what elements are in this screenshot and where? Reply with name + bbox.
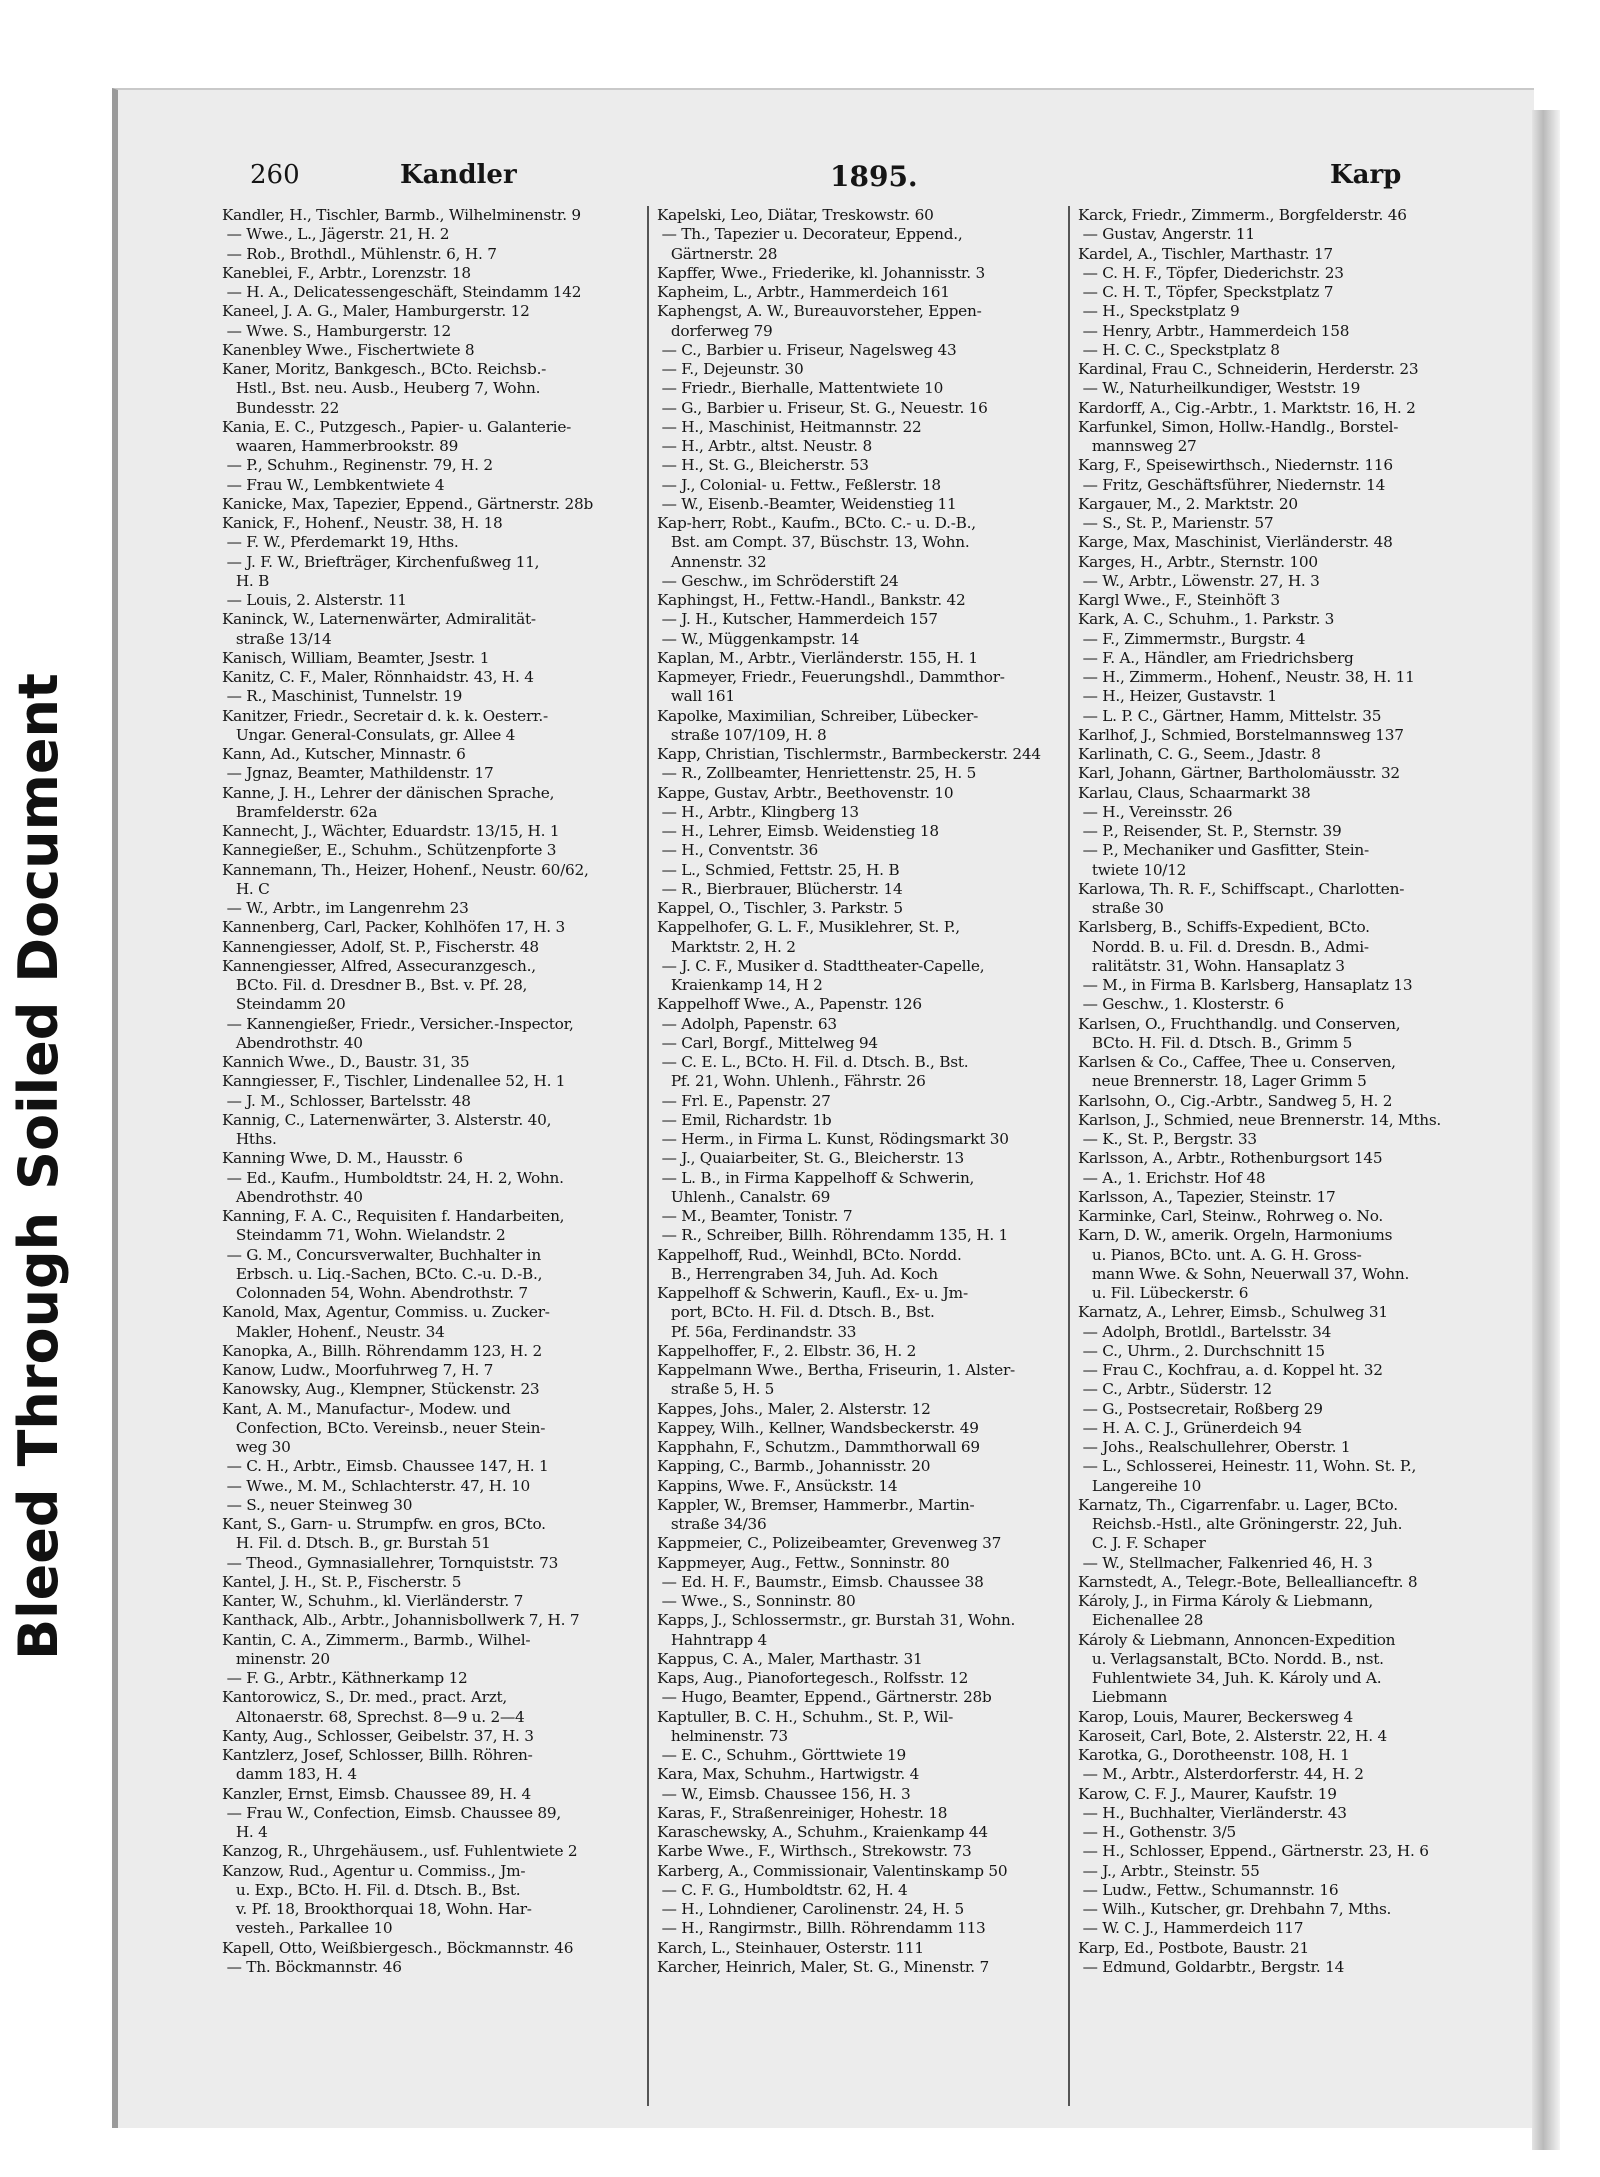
directory-entry: Károly & Liebmann, Annoncen-Expedition xyxy=(1078,1630,1396,1649)
directory-entry: Erbsch. u. Liq.-Sachen, BCto. C.-u. D.-B., xyxy=(222,1264,543,1283)
directory-entry: — R., Maschinist, Tunnelstr. 19 xyxy=(222,687,463,706)
directory-entry: Kaner, Moritz, Bankgesch., BCto. Reichsb.- xyxy=(222,360,547,378)
directory-entry: — H., Buchhalter, Vierländerstr. 43 xyxy=(1078,1803,1347,1822)
directory-entry: — Wwe., M. M., Schlachterstr. 47, H. 10 xyxy=(222,1476,531,1495)
directory-entry: — J., Colonial- u. Fettw., Feßlerstr. 18 xyxy=(657,475,941,494)
directory-entry: — W., Stellmacher, Falkenried 46, H. 3 xyxy=(1078,1553,1373,1572)
directory-entry: Kraienkamp 14, H 2 xyxy=(657,976,823,994)
directory-entry: Karas, F., Straßenreiniger, Hohestr. 18 xyxy=(657,1803,948,1822)
directory-entry: Kanning Wwe, D. M., Hausstr. 6 xyxy=(222,1149,463,1168)
directory-entry: — Frl. E., Papenstr. 27 xyxy=(657,1091,831,1110)
directory-entry: Karaschewsky, A., Schuhm., Kraienkamp 44 xyxy=(657,1823,988,1841)
directory-entry: — M., Arbtr., Alsterdorferstr. 44, H. 2 xyxy=(1078,1765,1364,1784)
directory-entry: twiete 10/12 xyxy=(1078,860,1187,879)
directory-entry: — M., in Firma B. Karlsberg, Hansaplatz 13 xyxy=(1078,976,1413,994)
directory-entry: Kannecht, J., Wächter, Eduardstr. 13/15, H. 1 xyxy=(222,822,560,840)
directory-entry: Kannich Wwe., D., Baustr. 31, 35 xyxy=(222,1053,470,1071)
directory-entry: Altonaerstr. 68, Sprechst. 8—9 u. 2—4 xyxy=(222,1707,525,1726)
directory-entry: Kanowsky, Aug., Klempner, Stückenstr. 23 xyxy=(222,1380,540,1399)
directory-entry: — H., Arbtr., altst. Neustr. 8 xyxy=(657,437,872,455)
directory-entry: — F. G., Arbtr., Käthnerkamp 12 xyxy=(222,1669,468,1687)
directory-entry: Kanitzer, Friedr., Secretair d. k. k. Oesterr.- xyxy=(222,706,548,725)
directory-entry: Karnatz, A., Lehrer, Eimsb., Schulweg 31 xyxy=(1078,1303,1388,1322)
directory-entry: Ungar. General-Consulats, gr. Allee 4 xyxy=(222,725,516,744)
directory-entry: Kapffer, Wwe., Friederike, kl. Johannisstr. 3 xyxy=(657,263,985,282)
directory-entry: — Theod., Gymnasiallehrer, Tornquiststr. 73 xyxy=(222,1553,559,1572)
directory-entry: Steindamm 71, Wohn. Wielandstr. 2 xyxy=(222,1226,506,1245)
directory-entry: — Emil, Richardstr. 1b xyxy=(657,1110,832,1129)
directory-entry: u. Pianos, BCto. unt. A. G. H. Gross- xyxy=(1078,1245,1362,1264)
directory-entry: — Geschw., 1. Klosterstr. 6 xyxy=(1078,995,1284,1014)
directory-entry: — Frau W., Lembkentwiete 4 xyxy=(222,475,445,494)
directory-column-2 xyxy=(657,206,1075,2106)
directory-entry: — Adolph, Brotldl., Bartelsstr. 34 xyxy=(1078,1322,1332,1341)
directory-entry: — Edmund, Goldarbtr., Bergstr. 14 xyxy=(1078,1957,1345,1976)
directory-entry: — Kannengießer, Friedr., Versicher.-Inspector, xyxy=(222,1014,574,1033)
directory-entry: — E. C., Schuhm., Görttwiete 19 xyxy=(657,1746,906,1764)
directory-entry: — R., Bierbrauer, Blücherstr. 14 xyxy=(657,879,903,898)
directory-entry: — P., Mechaniker und Gasfitter, Stein- xyxy=(1078,841,1369,860)
directory-entry: Kannemann, Th., Heizer, Hohenf., Neustr. 60/62, xyxy=(222,860,589,879)
directory-entry: — H., Zimmerm., Hohenf., Neustr. 38, H. 11 xyxy=(1078,668,1415,686)
directory-entry: Kannengiesser, Adolf, St. P., Fischerstr. 48 xyxy=(222,937,539,956)
directory-entry: Kandler, H., Tischler, Barmb., Wilhelminenstr. 9 xyxy=(222,206,581,224)
directory-entry: Kanold, Max, Agentur, Commiss. u. Zucker- xyxy=(222,1303,550,1322)
directory-entry: Kannig, C., Laternenwärter, 3. Alsterstr. 40, xyxy=(222,1110,552,1129)
directory-entry: Kant, S., Garn- u. Strumpfw. en gros, BCto. xyxy=(222,1515,546,1533)
directory-entry: Kanne, J. H., Lehrer der dänischen Sprache, xyxy=(222,783,555,802)
directory-entry: — W., Naturheilkundiger, Weststr. 19 xyxy=(1078,379,1361,398)
directory-entry: C. J. F. Schaper xyxy=(1078,1534,1206,1553)
directory-entry: — K., St. P., Bergstr. 33 xyxy=(1078,1130,1257,1148)
directory-entry: Kann, Ad., Kutscher, Minnastr. 6 xyxy=(222,745,466,763)
directory-entry: — R., Zollbeamter, Henriettenstr. 25, H. 5 xyxy=(657,764,977,783)
directory-entry: Karg, F., Speisewirthsch., Niedernstr. 116 xyxy=(1078,456,1393,475)
directory-entry: — J. F. W., Briefträger, Kirchenfußweg 11, xyxy=(222,552,540,571)
directory-entry: Kanty, Aug., Schlosser, Geibelstr. 37, H. 3 xyxy=(222,1726,534,1745)
directory-entry: — Ed., Kaufm., Humboldtstr. 24, H. 2, Wohn. xyxy=(222,1168,564,1187)
directory-entry: Karow, C. F. J., Maurer, Kaufstr. 19 xyxy=(1078,1784,1337,1803)
directory-entry: Hahntrapp 4 xyxy=(657,1630,768,1649)
directory-entry: — H., Lehrer, Eimsb. Weidenstieg 18 xyxy=(657,822,939,840)
directory-entry: Kappelhoff, Rud., Weinhdl, BCto. Nordd. xyxy=(657,1245,962,1264)
header-last-name: Karp xyxy=(1330,160,1402,190)
directory-entry: — Jgnaz, Beamter, Mathildenstr. 17 xyxy=(222,764,494,783)
directory-entry: Gärtnerstr. 28 xyxy=(657,244,778,263)
directory-entry: Kapolke, Maximilian, Schreiber, Lübecker- xyxy=(657,706,979,725)
directory-entry: Fuhlentwiete 34, Juh. K. Károly und A. xyxy=(1078,1669,1382,1687)
directory-entry: — H., Schlosser, Eppend., Gärtnerstr. 23, H. 6 xyxy=(1078,1842,1429,1861)
directory-entry: — J. H., Kutscher, Hammerdeich 157 xyxy=(657,610,938,629)
directory-entry: Kappel, O., Tischler, 3. Parkstr. 5 xyxy=(657,899,903,917)
stamp-word-through: Through xyxy=(7,1211,70,1467)
directory-entry: Karbe Wwe., F., Wirthsch., Strekowstr. 73 xyxy=(657,1842,972,1861)
directory-entry: Kaneel, J. A. G., Maler, Hamburgerstr. 12 xyxy=(222,302,530,321)
directory-entry: Kappelhoffer, F., 2. Elbstr. 36, H. 2 xyxy=(657,1341,917,1360)
directory-entry: Liebmann xyxy=(1078,1688,1168,1707)
directory-entry: Karotka, G., Dorotheenstr. 108, H. 1 xyxy=(1078,1746,1350,1764)
directory-entry: Kaplan, M., Arbtr., Vierländerstr. 155, H. 1 xyxy=(657,648,978,667)
directory-entry: — W., Eimsb. Chaussee 156, H. 3 xyxy=(657,1784,911,1803)
directory-entry: Kaninck, W., Laternenwärter, Admiralität- xyxy=(222,610,536,629)
directory-entry: Karlinath, C. G., Seem., Jdastr. 8 xyxy=(1078,745,1321,763)
directory-entry: — H., Heizer, Gustavstr. 1 xyxy=(1078,687,1277,706)
directory-entry: — H., Lohndiener, Carolinenstr. 24, H. 5 xyxy=(657,1900,964,1918)
directory-entry: Kanzler, Ernst, Eimsb. Chaussee 89, H. 4 xyxy=(222,1784,531,1803)
directory-entry: Kannenberg, Carl, Packer, Kohlhöfen 17, H. 3 xyxy=(222,918,566,937)
directory-entry: — H., Maschinist, Heitmannstr. 22 xyxy=(657,417,922,436)
directory-entry: — Friedr., Bierhalle, Mattentwiete 10 xyxy=(657,379,944,398)
directory-entry: — Gustav, Angerstr. 11 xyxy=(1078,225,1255,244)
directory-entry: — H., St. G., Bleicherstr. 53 xyxy=(657,456,869,475)
directory-entry: Bramfelderstr. 62a xyxy=(222,802,378,821)
header-first-name: Kandler xyxy=(400,160,517,190)
directory-entry: Kantel, J. H., St. P., Fischerstr. 5 xyxy=(222,1572,462,1591)
directory-entry: — H. A., Delicatessengeschäft, Steindamm 142 xyxy=(222,283,582,301)
directory-entry: — H., Conventstr. 36 xyxy=(657,841,818,860)
directory-entry: — W., Arbtr., Löwenstr. 27, H. 3 xyxy=(1078,571,1320,590)
directory-entry: — Frau W., Confection, Eimsb. Chaussee 89, xyxy=(222,1803,561,1822)
directory-entry: Karlsberg, B., Schiffs-Expedient, BCto. xyxy=(1078,918,1370,937)
directory-entry: Kanenbley Wwe., Fischertwiete 8 xyxy=(222,340,475,359)
directory-entry: Confection, BCto. Vereinsb., neuer Stein- xyxy=(222,1418,546,1437)
directory-entry: Kapping, C., Barmb., Johannisstr. 20 xyxy=(657,1457,931,1476)
directory-entry: Kappmeyer, Aug., Fettw., Sonninstr. 80 xyxy=(657,1553,950,1572)
directory-entry: Karnstedt, A., Telegr.-Bote, Belleallianceftr. 8 xyxy=(1078,1572,1418,1591)
directory-entry: Karlhof, J., Schmied, Borstelmannsweg 137 xyxy=(1078,725,1404,744)
directory-entry: Karlsen & Co., Caffee, Thee u. Conserven, xyxy=(1078,1053,1396,1071)
directory-entry: Kanopka, A., Billh. Röhrendamm 123, H. 2 xyxy=(222,1341,542,1360)
directory-entry: Langereihe 10 xyxy=(1078,1476,1202,1495)
stamp-word-soiled-document: Soiled Document xyxy=(7,673,70,1190)
directory-entry: Kardinal, Frau C., Schneiderin, Herderstr. 23 xyxy=(1078,360,1419,378)
directory-column-1 xyxy=(222,206,642,2106)
directory-entry: wall 161 xyxy=(657,687,735,706)
directory-entry: — Rob., Brothdl., Mühlenstr. 6, H. 7 xyxy=(222,244,497,263)
directory-entry: — H., Arbtr., Klingberg 13 xyxy=(657,802,859,821)
directory-entry: — W. C. J., Hammerdeich 117 xyxy=(1078,1919,1304,1938)
stamp-word-bleed: Bleed xyxy=(7,1488,70,1660)
directory-entry: Kap-herr, Robt., Kaufm., BCto. C.- u. D.-B., xyxy=(657,514,976,532)
directory-entry: — H., Rangirmstr., Billh. Röhrendamm 113 xyxy=(657,1919,986,1938)
directory-entry: — G., Barbier u. Friseur, St. G., Neuestr. 16 xyxy=(657,398,988,417)
directory-entry: Pf. 21, Wohn. Uhlenh., Fährstr. 26 xyxy=(657,1072,926,1091)
directory-entry: — J., Quaiarbeiter, St. G., Bleicherstr. 13 xyxy=(657,1149,964,1168)
directory-entry: damm 183, H. 4 xyxy=(222,1765,357,1784)
directory-entry: Kardel, A., Tischler, Marthastr. 17 xyxy=(1078,244,1333,263)
directory-entry: — C. E. L., BCto. H. Fil. d. Dtsch. B., Bst. xyxy=(657,1053,969,1071)
directory-entry: Colonnaden 54, Wohn. Abendrothstr. 7 xyxy=(222,1284,528,1302)
directory-entry: Kaphingst, H., Fettw.-Handl., Bankstr. 42 xyxy=(657,591,966,609)
directory-entry: Kappus, C. A., Maler, Marthastr. 31 xyxy=(657,1649,923,1668)
directory-entry: Karfunkel, Simon, Hollw.-Handlg., Borstel- xyxy=(1078,417,1399,436)
directory-entry: Uhlenh., Canalstr. 69 xyxy=(657,1187,831,1206)
directory-entry: dorferweg 79 xyxy=(657,321,773,340)
directory-entry: — Frau C., Kochfrau, a. d. Koppel ht. 32 xyxy=(1078,1361,1383,1379)
directory-entry: — F., Zimmermstr., Burgstr. 4 xyxy=(1078,629,1306,648)
directory-entry: Kanthack, Alb., Arbtr., Johannisbollwerk 7, H. 7 xyxy=(222,1611,580,1630)
directory-entry: — Fritz, Geschäftsführer, Niedernstr. 14 xyxy=(1078,475,1386,494)
directory-entry: Kanick, F., Hohenf., Neustr. 38, H. 18 xyxy=(222,514,503,532)
directory-entry: Karlson, J., Schmied, neue Brennerstr. 14, Mths. xyxy=(1078,1110,1442,1129)
directory-entry: Karp, Ed., Postbote, Baustr. 21 xyxy=(1078,1938,1310,1957)
directory-entry: Karnatz, Th., Cigarrenfabr. u. Lager, BCto. xyxy=(1078,1495,1398,1514)
directory-entry: — H., Speckstplatz 9 xyxy=(1078,302,1240,321)
directory-entry: Karoseit, Carl, Bote, 2. Alsterstr. 22, H. 4 xyxy=(1078,1726,1387,1745)
directory-entry: — F. W., Pferdemarkt 19, Hths. xyxy=(222,533,459,552)
directory-entry: Kanning, F. A. C., Requisiten f. Handarbeiten, xyxy=(222,1207,565,1225)
directory-entry: Kappe, Gustav, Arbtr., Beethovenstr. 10 xyxy=(657,783,954,802)
directory-entry: Kappler, W., Bremser, Hammerbr., Martin- xyxy=(657,1495,975,1514)
directory-entry: weg 30 xyxy=(222,1438,291,1456)
directory-entry: — H. C. C., Speckstplatz 8 xyxy=(1078,340,1280,359)
directory-entry: Kappelhoff & Schwerin, Kaufl., Ex- u. Jm- xyxy=(657,1284,968,1302)
directory-entry: Kanow, Ludw., Moorfuhrweg 7, H. 7 xyxy=(222,1361,494,1379)
directory-entry: Karck, Friedr., Zimmerm., Borgfelderstr. 46 xyxy=(1078,206,1407,224)
directory-entry: — Wilh., Kutscher, gr. Drehbahn 7, Mths. xyxy=(1078,1900,1392,1918)
directory-entry: — G. M., Concursverwalter, Buchhalter in xyxy=(222,1245,541,1264)
directory-entry: Kappelhoff Wwe., A., Papenstr. 126 xyxy=(657,995,922,1014)
directory-entry: — L., Schmied, Fettstr. 25, H. B xyxy=(657,860,900,879)
directory-entry: Kaptuller, B. C. H., Schuhm., St. P., Wil- xyxy=(657,1707,954,1726)
directory-entry: — C., Arbtr., Süderstr. 12 xyxy=(1078,1380,1272,1399)
directory-entry: Karlsson, A., Arbtr., Rothenburgsort 145 xyxy=(1078,1149,1383,1168)
column-divider xyxy=(1068,206,1070,2106)
directory-entry: straße 107/109, H. 8 xyxy=(657,725,827,744)
directory-entry: Karge, Max, Maschinist, Vierländerstr. 48 xyxy=(1078,533,1393,552)
directory-entry: Kanter, W., Schuhm., kl. Vierländerstr. 7 xyxy=(222,1592,524,1610)
directory-entry: straße 5, H. 5 xyxy=(657,1380,775,1399)
directory-entry: Kapelski, Leo, Diätar, Treskowstr. 60 xyxy=(657,206,934,224)
directory-entry: — C. F. G., Humboldtstr. 62, H. 4 xyxy=(657,1880,908,1899)
directory-entry: Kanicke, Max, Tapezier, Eppend., Gärtnerstr. 28b xyxy=(222,494,594,513)
directory-entry: H. B xyxy=(222,571,270,590)
directory-entry: Kannegießer, E., Schuhm., Schützenpforte 3 xyxy=(222,841,557,860)
directory-entry: Kappelmann Wwe., Bertha, Friseurin, 1. Alster- xyxy=(657,1361,1015,1379)
directory-entry: — J. C. F., Musiker d. Stadttheater-Capelle, xyxy=(657,956,985,975)
directory-entry: — P., Reisender, St. P., Sternstr. 39 xyxy=(1078,822,1342,840)
directory-entry: Hths. xyxy=(222,1130,277,1148)
directory-entry: straße 30 xyxy=(1078,899,1164,917)
directory-entry: — C. H., Arbtr., Eimsb. Chaussee 147, H. 1 xyxy=(222,1457,549,1476)
directory-entry: — Ludw., Fettw., Schumannstr. 16 xyxy=(1078,1880,1339,1899)
directory-entry: — F., Dejeunstr. 30 xyxy=(657,360,804,378)
directory-entry: — C. H. F., Töpfer, Diederichstr. 23 xyxy=(1078,263,1344,282)
directory-entry: waaren, Hammerbrookstr. 89 xyxy=(222,437,459,455)
directory-entry: — L. B., in Firma Kappelhoff & Schwerin, xyxy=(657,1168,975,1187)
directory-entry: BCto. Fil. d. Dresdner B., Bst. v. Pf. 28, xyxy=(222,976,528,994)
directory-entry: — H., Vereinsstr. 26 xyxy=(1078,802,1233,821)
page-header xyxy=(250,160,1530,204)
directory-entry: — W., Arbtr., im Langenrehm 23 xyxy=(222,899,469,917)
directory-entry: u. Verlagsanstalt, BCto. Nordd. B., nst. xyxy=(1078,1649,1384,1668)
directory-entry: Karl, Johann, Gärtner, Bartholomäusstr. 32 xyxy=(1078,764,1400,783)
condition-stamp xyxy=(0,600,84,1660)
directory-entry: — C., Uhrm., 2. Durchschnitt 15 xyxy=(1078,1341,1325,1360)
header-year: 1895. xyxy=(830,160,918,193)
directory-entry: — L. P. C., Gärtner, Hamm, Mittelstr. 35 xyxy=(1078,706,1382,725)
directory-entry: neue Brennerstr. 18, Lager Grimm 5 xyxy=(1078,1072,1367,1091)
directory-entry: ralitätstr. 31, Wohn. Hansaplatz 3 xyxy=(1078,956,1345,975)
directory-entry: — C., Barbier u. Friseur, Nagelsweg 43 xyxy=(657,340,957,359)
directory-entry: Reichsb.-Hstl., alte Gröningerstr. 22, Juh. xyxy=(1078,1515,1403,1533)
column-divider xyxy=(647,206,649,2106)
directory-entry: Karges, H., Arbtr., Sternstr. 100 xyxy=(1078,552,1318,571)
directory-entry: Kargauer, M., 2. Marktstr. 20 xyxy=(1078,494,1298,513)
directory-entry: straße 13/14 xyxy=(222,629,332,648)
directory-entry: Karberg, A., Commissionair, Valentinskamp 50 xyxy=(657,1861,1008,1880)
directory-entry: mann Wwe. & Sohn, Neuerwall 37, Wohn. xyxy=(1078,1264,1410,1283)
directory-entry: Karlsson, A., Tapezier, Steinstr. 17 xyxy=(1078,1187,1336,1206)
directory-entry: Karlau, Claus, Schaarmarkt 38 xyxy=(1078,783,1311,802)
directory-entry: — Th., Tapezier u. Decorateur, Eppend., xyxy=(657,225,963,244)
directory-entry: Karlsen, O., Fruchthandlg. und Conserven, xyxy=(1078,1014,1401,1033)
directory-entry: u. Fil. Lübeckerstr. 6 xyxy=(1078,1284,1249,1302)
directory-entry: Kapp, Christian, Tischlermstr., Barmbeckerstr. 244 xyxy=(657,745,1041,763)
directory-entry: Kania, E. C., Putzgesch., Papier- u. Galanterie- xyxy=(222,417,572,436)
directory-entry: Kaphengst, A. W., Bureauvorsteher, Eppen- xyxy=(657,302,982,321)
directory-entry: Abendrothstr. 40 xyxy=(222,1033,363,1052)
directory-entry: — Adolph, Papenstr. 63 xyxy=(657,1014,837,1033)
directory-entry: Kappey, Wilh., Kellner, Wandsbeckerstr. 49 xyxy=(657,1418,979,1437)
directory-entry: B., Herrengraben 34, Juh. Ad. Koch xyxy=(657,1264,938,1283)
directory-entry: Pf. 56a, Ferdinandstr. 33 xyxy=(657,1322,857,1341)
directory-entry: Kapell, Otto, Weißbiergesch., Böckmannstr. 46 xyxy=(222,1938,574,1957)
directory-entry: Kannengiesser, Alfred, Assecuranzgesch., xyxy=(222,956,536,975)
directory-entry: H. Fil. d. Dtsch. B., gr. Burstah 51 xyxy=(222,1534,491,1553)
directory-entry: u. Exp., BCto. H. Fil. d. Dtsch. B., Bst. xyxy=(222,1880,521,1899)
directory-entry: Kantin, C. A., Zimmerm., Barmb., Wilhel- xyxy=(222,1630,531,1649)
directory-entry: Eichenallee 28 xyxy=(1078,1611,1204,1630)
directory-entry: Hstl., Bst. neu. Ausb., Heuberg 7, Wohn. xyxy=(222,379,541,398)
page-number: 260 xyxy=(250,160,300,190)
directory-entry: — H. A. C. J., Grünerdeich 94 xyxy=(1078,1418,1302,1437)
directory-entry: — Herm., in Firma L. Kunst, Rödingsmarkt 30 xyxy=(657,1130,1009,1148)
directory-entry: Karop, Louis, Maurer, Beckersweg 4 xyxy=(1078,1707,1354,1726)
directory-entry: Kanitz, C. F., Maler, Rönnhaidstr. 43, H. 4 xyxy=(222,668,534,686)
directory-entry: Károly, J., in Firma Károly & Liebmann, xyxy=(1078,1592,1374,1610)
directory-entry: Kanisch, William, Beamter, Jsestr. 1 xyxy=(222,648,490,667)
directory-entry: Kantzlerz, Josef, Schlosser, Billh. Röhren- xyxy=(222,1746,533,1764)
directory-entry: Makler, Hohenf., Neustr. 34 xyxy=(222,1322,445,1341)
directory-entry: — S., neuer Steinweg 30 xyxy=(222,1495,413,1514)
directory-entry: — Hugo, Beamter, Eppend., Gärtnerstr. 28b xyxy=(657,1688,992,1707)
directory-entry: — Henry, Arbtr., Hammerdeich 158 xyxy=(1078,321,1350,340)
directory-entry: — Geschw., im Schröderstift 24 xyxy=(657,571,899,590)
directory-entry: Bundesstr. 22 xyxy=(222,398,340,417)
directory-entry: Kappes, Johs., Maler, 2. Alsterstr. 12 xyxy=(657,1399,931,1418)
directory-entry: Marktstr. 2, H. 2 xyxy=(657,937,796,956)
directory-entry: v. Pf. 18, Brookthorquai 18, Wohn. Har- xyxy=(222,1900,532,1918)
directory-entry: — S., St. P., Marienstr. 57 xyxy=(1078,514,1274,532)
directory-entry: Annenstr. 32 xyxy=(657,552,767,571)
directory-entry: — L., Schlosserei, Heinestr. 11, Wohn. St. P., xyxy=(1078,1457,1417,1476)
directory-entry: Kappins, Wwe. F., Ansückstr. 14 xyxy=(657,1476,898,1495)
directory-entry: Kark, A. C., Schuhm., 1. Parkstr. 3 xyxy=(1078,610,1335,629)
directory-entry: — R., Schreiber, Billh. Röhrendamm 135, H. 1 xyxy=(657,1226,1009,1245)
directory-entry: Kapps, J., Schlossermstr., gr. Burstah 31, Wohn. xyxy=(657,1611,1016,1630)
directory-entry: — Th. Böckmannstr. 46 xyxy=(222,1957,402,1976)
directory-entry: Kappelhofer, G. L. F., Musiklehrer, St. P., xyxy=(657,918,960,937)
directory-entry: Karlowa, Th. R. F., Schiffscapt., Charlotten- xyxy=(1078,879,1405,898)
directory-entry: — Louis, 2. Alsterstr. 11 xyxy=(222,591,407,609)
directory-entry: Kappmeier, C., Polizeibeamter, Grevenweg 37 xyxy=(657,1534,1002,1553)
directory-entry: Kardorff, A., Cig.-Arbtr., 1. Marktstr. 16, H. 2 xyxy=(1078,398,1416,417)
directory-entry: Nordd. B. u. Fil. d. Dresdn. B., Admi- xyxy=(1078,937,1369,956)
directory-entry: Karn, D. W., amerik. Orgeln, Harmoniums xyxy=(1078,1226,1393,1245)
directory-entry: H. 4 xyxy=(222,1823,268,1841)
directory-entry: helminenstr. 73 xyxy=(657,1726,788,1745)
directory-entry: Kapheim, L., Arbtr., Hammerdeich 161 xyxy=(657,283,950,301)
directory-entry: Kanngiesser, F., Tischler, Lindenallee 52, H. 1 xyxy=(222,1072,566,1091)
directory-entry: Kaneblei, F., Arbtr., Lorenzstr. 18 xyxy=(222,263,471,282)
directory-entry: — M., Beamter, Tonistr. 7 xyxy=(657,1207,853,1225)
directory-entry: — Wwe., L., Jägerstr. 21, H. 2 xyxy=(222,225,450,244)
directory-entry: — F. A., Händler, am Friedrichsberg xyxy=(1078,648,1354,667)
directory-entry: Kara, Max, Schuhm., Hartwigstr. 4 xyxy=(657,1765,920,1784)
directory-entry: Kargl Wwe., F., Steinhöft 3 xyxy=(1078,591,1280,609)
adjacent-page-edge xyxy=(1532,110,1560,2150)
directory-entry: — J., Arbtr., Steinstr. 55 xyxy=(1078,1861,1260,1880)
directory-entry: — J. M., Schlosser, Bartelsstr. 48 xyxy=(222,1091,471,1110)
directory-entry: Karcher, Heinrich, Maler, St. G., Minenstr. 7 xyxy=(657,1957,990,1976)
directory-entry: — H., Gothenstr. 3/5 xyxy=(1078,1823,1237,1841)
directory-entry: H. C xyxy=(222,879,270,898)
directory-entry: — Ed. H. F., Baumstr., Eimsb. Chaussee 38 xyxy=(657,1572,984,1591)
directory-entry: Bst. am Compt. 37, Büschstr. 13, Wohn. xyxy=(657,533,970,552)
directory-entry: Kapphahn, F., Schutzm., Dammthorwall 69 xyxy=(657,1438,980,1456)
directory-entry: — W., Eisenb.-Beamter, Weidenstieg 11 xyxy=(657,494,957,513)
directory-entry: — G., Postsecretair, Roßberg 29 xyxy=(1078,1399,1323,1418)
directory-entry: Kanzow, Rud., Agentur u. Commiss., Jm- xyxy=(222,1861,526,1880)
directory-column-3 xyxy=(1078,206,1508,2106)
directory-entry: port, BCto. H. Fil. d. Dtsch. B., Bst. xyxy=(657,1303,935,1322)
directory-entry: — C. H. T., Töpfer, Speckstplatz 7 xyxy=(1078,283,1334,301)
directory-entry: — P., Schuhm., Reginenstr. 79, H. 2 xyxy=(222,456,493,475)
directory-entry: Karminke, Carl, Steinw., Rohrweg o. No. xyxy=(1078,1207,1383,1225)
directory-entry: vesteh., Parkallee 10 xyxy=(222,1919,393,1938)
directory-entry: mannsweg 27 xyxy=(1078,437,1197,455)
directory-entry: Steindamm 20 xyxy=(222,995,346,1014)
directory-entry: — Wwe., S., Sonninstr. 80 xyxy=(657,1592,856,1610)
directory-entry: — W., Müggenkampstr. 14 xyxy=(657,629,860,648)
directory-entry: BCto. H. Fil. d. Dtsch. B., Grimm 5 xyxy=(1078,1033,1353,1052)
directory-entry: Karch, L., Steinhauer, Osterstr. 111 xyxy=(657,1938,924,1957)
directory-entry: Karlsohn, O., Cig.-Arbtr., Sandweg 5, H. 2 xyxy=(1078,1091,1393,1110)
directory-entry: Abendrothstr. 40 xyxy=(222,1187,363,1206)
directory-entry: Kantorowicz, S., Dr. med., pract. Arzt, xyxy=(222,1688,508,1707)
directory-entry: — Johs., Realschullehrer, Oberstr. 1 xyxy=(1078,1438,1351,1456)
directory-entry: minenstr. 20 xyxy=(222,1649,330,1668)
directory-entry: — A., 1. Erichstr. Hof 48 xyxy=(1078,1168,1266,1187)
directory-entry: Kant, A. M., Manufactur-, Modew. und xyxy=(222,1399,511,1418)
directory-entry: Kanzog, R., Uhrgehäusem., usf. Fuhlentwiete 2 xyxy=(222,1842,578,1861)
directory-entry: straße 34/36 xyxy=(657,1515,767,1533)
directory-entry: Kapmeyer, Friedr., Feuerungshdl., Dammthor- xyxy=(657,668,1005,686)
directory-entry: — Wwe. S., Hamburgerstr. 12 xyxy=(222,321,452,340)
directory-entry: Kaps, Aug., Pianofortegesch., Rolfsstr. 12 xyxy=(657,1669,969,1687)
directory-entry: — Carl, Borgf., Mittelweg 94 xyxy=(657,1033,878,1052)
